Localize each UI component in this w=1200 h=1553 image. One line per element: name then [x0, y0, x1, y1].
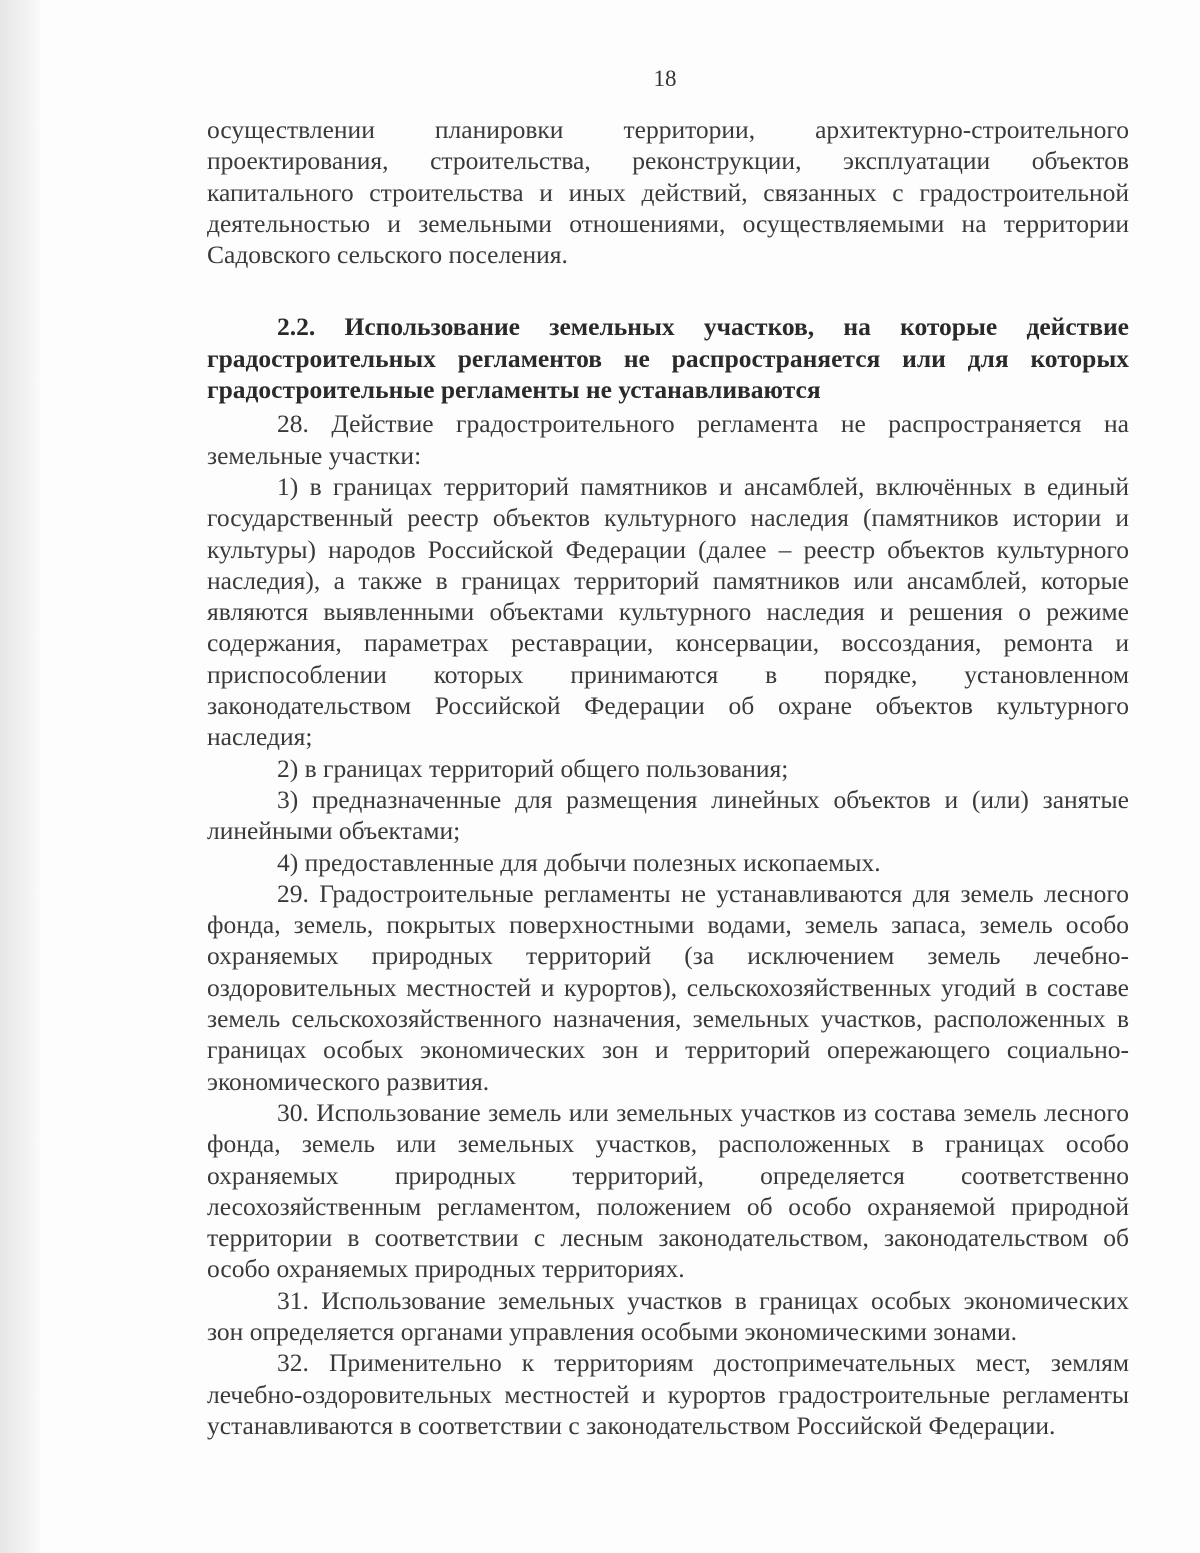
section-heading: 2.2. Использование земельных участков, на которые действие градостроительных регламентов не распространяется или для которых градостроительные регламенты не устанавливаются: [207, 312, 1129, 405]
list-item-1: 1) в границах территорий памятников и ансамблей, включённых в единый государственный реестр объектов культурного наследия (памятников истории и культуры) народов Российской Федерации (далее – реестр объектов культурного наследия), а также в границах территорий памятников или ансамблей, которые являются выявленными объектами культурного наследия и решения о режиме содержания, параметрах реставрации, консервации, воссоздания, ремонта и приспособлении которых принимаются в порядке, установленном законодательством Российской Федерации об охране объектов культурного наследия;: [207, 471, 1129, 752]
document-body: [207, 114, 1129, 1441]
list-item-2: 2) в границах территорий общего пользования;: [277, 753, 789, 783]
page-number: 18: [653, 66, 677, 91]
paragraph-30: 30. Использование земель или земельных участков из состава земель лесного фонда, земель или земельных участков, расположенных в границах особо охраняемых природных территорий, определяется соответственно лесохозяйственным регламентом, положением об особо охраняемой природной территории в соответствии с лесным законодательством, законодательством об особо охраняемых природных территориях.: [207, 1097, 1129, 1284]
paragraph-28: 28. Действие градостроительного регламента не распространяется на земельные участки:: [207, 409, 1129, 470]
paragraph-31: 31. Использование земельных участков в границах особых экономических зон определяется органами управления особыми экономическими зонами.: [207, 1285, 1129, 1346]
list-item-3: 3) предназначенные для размещения линейных объектов и (или) занятые линейными объектами;: [207, 784, 1129, 846]
section-gap: [207, 270, 1129, 311]
scan-edge-shadow: [0, 0, 40, 1553]
list-item-4: 4) предоставленные для добычи полезных ископаемых.: [277, 847, 881, 877]
paragraph-32: 32. Применительно к территориям достопримечательных мест, землям лечебно-оздоровительных местностей и курортов градостроительные регламенты устанавливаются в соответствии с законодательством Российской Федерации.: [207, 1348, 1129, 1440]
paragraph-29: 29. Градостроительные регламенты не устанавливаются для земель лесного фонда, земель, покрытых поверхностными водами, земель запаса, земель особо охраняемых природных территорий (за исключением земель лечебно-оздоровительных местностей и курортов), сельскохозяйственных угодий в составе земель сельскохозяйственного назначения, земельных участков, расположенных в границах особых экономических зон и территорий опережающего социально-экономического развития.: [207, 878, 1129, 1096]
continuation-paragraph: осуществлении планировки территории, архитектурно-строительного проектирования, строительства, реконструкции, эксплуатации объектов капитального строительства и иных действий, связанных с градостроительной деятельностью и земельными отношениями, осуществляемыми на территории Садовского сельского поселения.: [207, 115, 1129, 270]
